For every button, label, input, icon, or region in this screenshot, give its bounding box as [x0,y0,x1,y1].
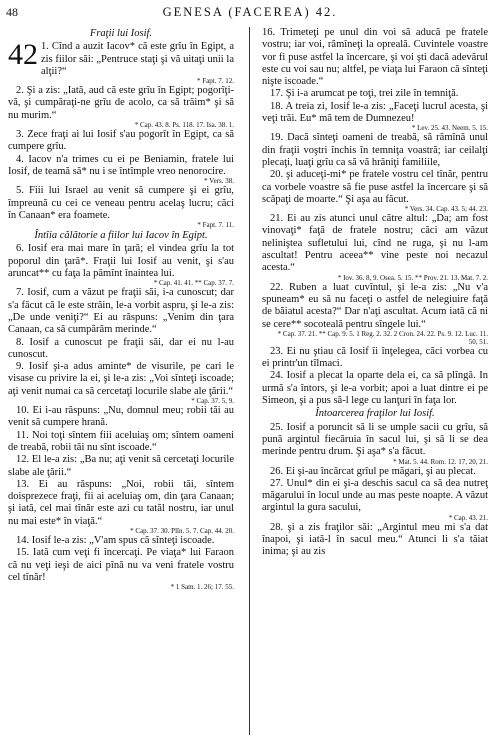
verse-paragraph [262,522,488,559]
verse-text: 27. Unul* din ei şi-a deschis sacul ca să dea nutreţ măgarului în locul unde au mas peste noapte. A văzut argintul la gura sacului, [262,477,488,514]
verse-text: 26. Ei şi-au încărcat grîul pe măgari, şi au plecat. [270,465,476,477]
verse-text: 21. Ei au zis atunci unul către altul: „Da; am fost vinovaţi* faţă de fratele nostru; căci am văzut neliniştea sufletului lui, cînd ne ruga, şi nu l-am ascultat! Pentru aceea** vine peste noi necazul acesta.“ [262,213,488,274]
chapter-opening-verse [8,38,234,86]
verse-paragraph [262,101,488,133]
cross-reference: * Cap. 43. 8. Ps. 118. 17. Isa. 38. 1. [134,121,234,130]
chapter-number: 42 [8,38,38,72]
verse-paragraph [8,361,234,405]
verse-paragraph [8,287,234,336]
page-header [0,5,500,25]
verse-text: 19. Dacă sînteţi oameni de treabă, să rămînă unul din fraţii voştri închis în temniţa voastră; iar ceilalţi plecaţi, luaţi grîu ca să vă hrăniţi familiile, [262,132,488,168]
verse-paragraph [262,27,488,88]
verse-paragraph [262,282,488,346]
page-number: 48 [6,5,18,19]
verse-paragraph [262,346,488,371]
verse-paragraph [262,422,488,466]
verse-text: 6. Iosif era mai mare în ţară; el vindea grîu la tot poporul din ţară*. Fraţii lui Iosif au venit, şi s'au aruncat** cu faţa la pămînt înaintea lui. [8,243,234,280]
cross-reference: * Fapt. 7. 12. [197,77,234,86]
running-title: GENESA (FACEREA) 42. [162,5,338,19]
verse-paragraph [8,85,234,129]
verse-text: 5. Fiii lui Israel au venit să cumpere şi ei grîu, împreună cu cei ce veneau pentru acelaş lucru; căci în Canaan* era foamete. [8,185,234,221]
cross-reference: * Mat. 5. 44. Rom. 12. 17, 20, 21. [393,457,488,466]
verse-text: 15. Iată cum veţi fi încercaţi. Pe viaţa* lui Faraon că nu veţi ieşi de aici pînă nu va veni fratele vostru cel tînăr! [8,547,234,583]
verse-paragraph [8,129,234,154]
verse-text: 20. şi aduceţi-mi* pe fratele vostru cel tînăr, pentru ca vorbele voastre să fie puse astfel la încercare şi să scăpaţi de moarte.“ Şi aşa au făcut. [262,169,488,205]
column-divider [249,27,250,735]
verse-paragraph [8,185,234,229]
verse-paragraph [8,243,234,287]
verse-text: 13. Ei au răspuns: „Noi, robii tăi, sîntem doisprezece fraţi, fii ai aceluiaş om, din ţara Canaan; şi iată, cel mai tînăr este azi cu tatăl nostru, iar unul nu mai este* în viaţă.“ [8,478,234,527]
cross-reference: * Fapt. 7. 11. [197,221,234,230]
verse-text: 22. Ruben a luat cuvîntul, şi le-a zis: „Nu v'a spuneam* eu să nu faceţi o astfel de nelegiuire faţă de băiatul acesta?“ Dar n'aţi ascultat. Acum iată că ni se cere** socoteală pentru sîngele lui.“ [262,281,488,330]
verse-text: 16. Trimeteţi pe unul din voi să aducă pe fratele vostru; iar voi, rămîneţi la opreală. Cuvintele voastre vor fi puse astfel la încercare, şi voi şti dacă adevărul este cu voi sau nu; altfel, pe viaţa lui Faraon că sînteţi nişte iscoade.“ [262,27,488,88]
cross-reference: * Cap. 43. 21. [448,513,488,522]
verse-paragraph [8,154,234,186]
verse-paragraph [8,535,234,547]
section-heading: Întoarcerea fraţilor lui Iosif. [315,408,435,420]
cross-reference: * Cap. 37. 5, 9. [191,397,234,406]
cross-reference: * Vers. 34. Cap. 43. 5; 44. 23. [404,205,488,214]
verse-paragraph [8,430,234,455]
cross-reference: * Cap. 37. 21. ** Cap. 9. 5. 1 Reg. 2. 32. 2 Cron. 24. 22. Ps. 9. 12. Luc. 11. 50, 51. [277,329,488,346]
verse-paragraph [8,454,234,479]
verse-text: 11. Noi toţi sîntem fiii aceluiaş om; sîntem oameni de treabă, robii tăi nu sînt iscoade.“ [8,429,234,453]
verse-paragraph [262,478,488,522]
verse-paragraph [8,479,234,535]
cross-reference: * Vers. 38. [204,177,234,186]
verse-paragraph [8,405,234,430]
verse-paragraph [8,547,234,591]
section-heading: Întîia călătorie a fiilor lui Iacov în Egipt. [34,230,208,242]
left-text-column [8,27,234,735]
verse-text: 28. şi a zis fraţilor săi: „Argintul meu mi s'a dat înapoi, şi iată-l în sacul meu.“ Atunci li s'a tăiat inima; şi au zis [262,521,488,558]
verse-text: 24. Iosif a plecat la oparte dela ei, ca să plîngă. In urmă s'a întors, şi le-a vorbit; apoi a luat dintre ei pe Simeon, şi a pus să-l lege cu lanţuri în faţa lor. [262,370,488,407]
verse-text: 12. El le-a zis: „Ba nu; aţi venit să cercetaţi locurile slabe ale ţării.“ [8,454,234,478]
verse-text: 8. Iosif a cunoscut pe fraţii săi, dar ei nu l-au cunoscut. [8,336,234,360]
verse-text: 17. Şi i-a arumcat pe toţi, trei zile în temniţă. [270,88,459,100]
cross-reference: * Cap. 37. 30. Plîn. 5. 7. Cap. 44. 20. [130,526,234,535]
verse-text: 18. A treia zi, Iosif le-a zis: „Faceţi lucrul acesta, şi veţi trăi. Eu* mă tem de Dumnezeu! [262,100,488,125]
verse-text: 7. Iosif, cum a văzut pe fraţii săi, i-a cunoscut; dar s'a făcut că le este străin, le-a vorbit aspru, şi le-a zis: „De unde veniţi?“ Ei au răspuns: „Venim din ţara Canaan, ca să cumpărăm merinde.“ [8,287,234,336]
verse-paragraph [262,169,488,213]
verse-text: 3. Zece fraţi ai lui Iosif s'au pogorît în Egipt, ca să cumpere grîu. [8,129,234,153]
verse-paragraph [8,337,234,362]
verse-paragraph [262,213,488,281]
verse-text: 14. Iosif le-a zis: „V'am spus că sînteţi iscoade. [16,534,215,546]
verse-text: 1. Cînd a auzit Iacov* că este grîu în Egipt, a zis fiilor săi: „Pentruce staţi şi vă uitaţi unii la alţii?“ [41,41,234,77]
verse-text: 9. Iosif şi-a adus aminte* de visurile, pe cari le visase cu privire la ei, şi le-a zis: „Voi sînteţi iscoade; aţi venit numai ca să cercetaţi locurile slabe ale ţării.“ [8,361,234,397]
cross-reference: * Cap. 41. 41. ** Cap. 37. 7. [153,279,234,288]
verse-paragraph [262,132,488,169]
verse-text: 2. Şi a zis: „Iată, aud că este grîu în Egipt; pogorîţi-vă, şi cumpăraţi-ne grîu de acolo, ca să trăim* şi să nu murim.“ [8,85,234,121]
section-heading: Fraţii lui Iosif. [89,28,153,39]
cross-reference: * 1 Sam. 1. 26; 17. 55. [170,583,234,592]
verse-paragraph [262,88,488,100]
verse-text: 23. Ei nu ştiau că Iosif îi înţelegea, căci vorbea cu ei printr'un tîlmaci. [262,345,488,370]
verse-paragraph [262,466,488,478]
cross-reference: * Lev. 25. 43. Neem. 5. 15. [411,124,488,133]
verse-text: 25. Iosif a poruncit să li se umple sacii cu grîu, să pună argintul fiecăruia în sacul lui, şi să li se dea merinde pentru drum. Şi aşa* s'a făcut. [262,421,488,458]
verse-text: 4. Iacov n'a trimes cu ei pe Beniamin, fratele lui Iosif, de teamă să* nu i se întîmple vreo nenorocire. [8,153,234,177]
verse-paragraph [262,370,488,407]
verse-text: 10. Ei i-au răspuns: „Nu, domnul meu; robii tăi au venit să cumpere hrană. [8,405,234,429]
right-text-column [262,27,488,735]
cross-reference: * Iov. 36. 8, 9. Osea. 5. 15. ** Prov. 21. 13. Mat. 7. 2. [337,273,488,282]
